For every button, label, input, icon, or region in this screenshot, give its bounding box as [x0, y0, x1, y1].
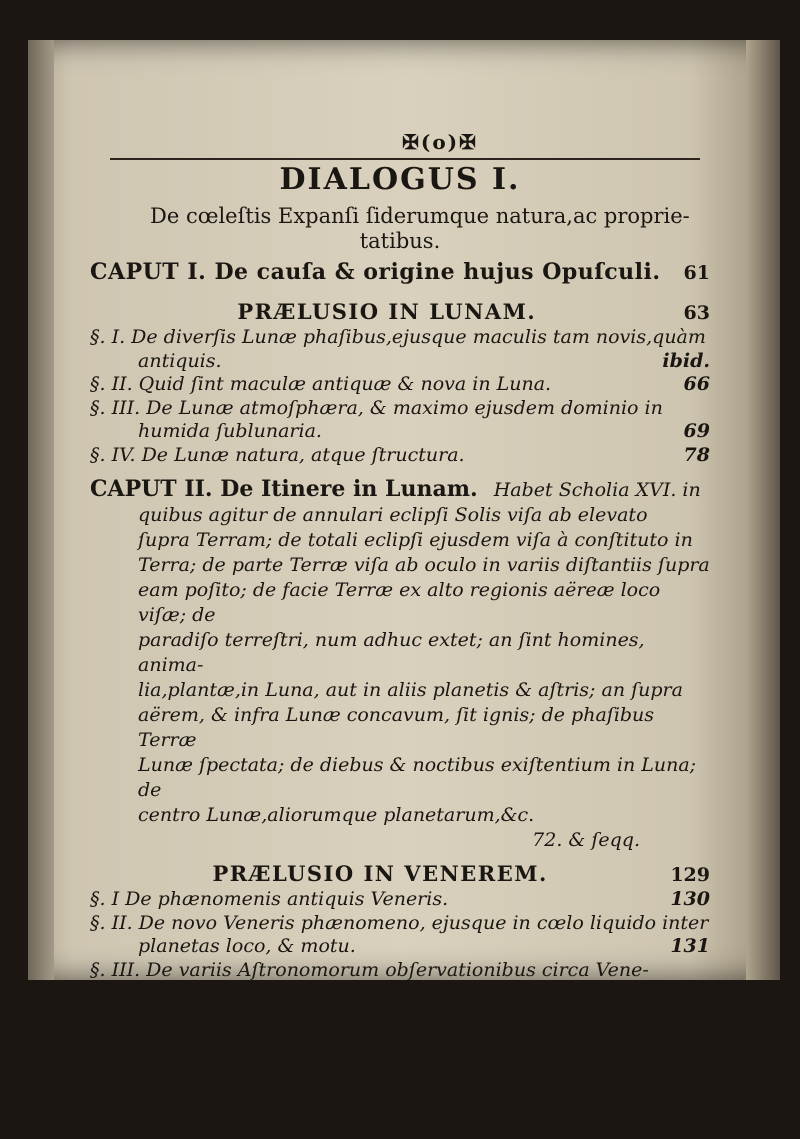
- section-luna-heading: [90, 293, 710, 326]
- luna-entry-page: 78: [683, 443, 710, 466]
- section-luna-list: [90, 326, 710, 467]
- dialogue-title: DIALOGUS I.: [279, 162, 521, 197]
- caput-2-line: aërem, & infra Lunæ concavum, ſit ignis; de phaſibus Terræ: [138, 704, 655, 751]
- caput-2-line: lia,plantæ,in Luna, aut in aliis planetis & aſtris; an ſupra: [138, 679, 683, 701]
- luna-entry-text: §. IV. De Lunæ natura, atque ſtructura.: [90, 443, 465, 466]
- signature-mark: )()(: [280, 1114, 318, 1139]
- text-block: [90, 130, 710, 1139]
- venus-entry-text: §. I De phænomenis antiquis Veneris.: [90, 888, 449, 910]
- luna-entry: [90, 420, 710, 444]
- section-venus-list: [90, 888, 710, 1053]
- caput-2-line: centro Lunæ,aliorumque planetarum,&c.: [138, 804, 535, 826]
- book-page: [28, 40, 780, 1139]
- venus-entry-text: §. III. De variis Aſtronomorum obſervationibus circa Vene-: [90, 958, 649, 981]
- luna-entry: [90, 373, 710, 397]
- venus-entry-page: 130: [670, 888, 710, 910]
- luna-entry-page: ibid.: [662, 349, 710, 372]
- section-luna-page: 63: [683, 302, 710, 324]
- venus-entry-page: 136: [670, 1005, 710, 1028]
- caput-2-heading: CAPUT II. De Itinere in Lunam.: [90, 476, 478, 502]
- luna-entry: [90, 397, 710, 421]
- section-venus-heading: [90, 855, 710, 888]
- venus-entry-text: §. V. De ſtructura & natura globi Veneris.: [90, 1029, 484, 1051]
- dialogue-intro: De cœleſtis Expanſi ſiderumque natura,ac proprie-: [150, 204, 690, 228]
- header-rule: [110, 158, 700, 160]
- dialogue-intro-cont: tatibus.: [359, 229, 441, 253]
- caput-3-paragraph: [90, 1061, 710, 1113]
- venus-entry: [90, 1006, 710, 1030]
- caput-3-heading: CAPUT III. De Itinere ex Luna in globum Veneris*. Ha-: [90, 1059, 593, 1112]
- section-venus-title: PRÆLUSIO IN VENEREM.: [212, 861, 548, 886]
- caput-1-heading: CAPUT I. De cauſa & origine hujus Opuſculi.: [90, 259, 661, 285]
- venus-entry: [90, 935, 710, 959]
- caput-2-paragraph: [90, 477, 710, 853]
- venus-entry-page: 138: [670, 1029, 710, 1051]
- venus-entry: [90, 982, 710, 1006]
- catchword: bet: [674, 1114, 710, 1139]
- page-edge: [746, 40, 780, 980]
- venus-entry: [90, 912, 710, 936]
- venus-entry-text: §. IV. Aliæ obſervationes,phænomena,& oſtenta Veneris.: [90, 1005, 629, 1028]
- luna-entry: [90, 350, 710, 374]
- caput-2-line: Habet Scholia XVI. in: [493, 479, 701, 501]
- footer: [90, 1115, 710, 1139]
- venus-entry: [90, 1029, 710, 1053]
- header-ornament: ✠(o)✠: [402, 130, 478, 154]
- caput-2-line: eam poſito; de facie Terræ ex alto regionis aëreæ loco viſæ; de: [138, 579, 661, 626]
- section-luna-title: PRÆLUSIO IN LUNAM.: [237, 299, 537, 324]
- caput-2-line: Terra; de parte Terræ viſa ab oculo in variis diſtantiis ſupra: [138, 554, 710, 576]
- caput-1-page: 61: [683, 262, 710, 284]
- caput-2-body: [90, 479, 710, 828]
- venus-entry-page: 131: [670, 935, 710, 957]
- caput-2-line: quibus agitur de annulari eclipſi Solis viſa ab elevato: [138, 504, 648, 526]
- luna-entry-text: §. II. Quid ſint maculæ antiquæ & nova in Luna.: [90, 373, 552, 395]
- venus-entry: [90, 888, 710, 912]
- venus-entry-text: rem.: [138, 982, 183, 1004]
- venus-entry-text: §. II. De novo Veneris phænomeno, ejusque in cœlo liquido inter: [90, 911, 709, 934]
- venus-entry-text: planetas loco, & motu.: [138, 935, 356, 957]
- luna-entry-text: §. I. De diverſis Lunæ phaſibus,ejusque maculis tam novis,quàm: [90, 326, 706, 348]
- caput-2-page: 72. & ſeqq.: [532, 829, 640, 851]
- luna-entry-text: humida ſublunaria.: [138, 420, 322, 442]
- caput-1: [90, 259, 710, 285]
- caput-2-line: ſupra Terram; de totali eclipſi ejusdem viſa à conſtituto in: [138, 529, 693, 551]
- binding-edge: [28, 40, 54, 980]
- luna-entry: [90, 444, 710, 468]
- luna-entry-text: §. III. De Lunæ atmoſphæra, & maximo ejusdem dominio in: [90, 396, 663, 419]
- caput-2-line: paradiſo terreſtri, num adhuc extet; an ſint homines, anima-: [138, 629, 645, 676]
- venus-entry: [90, 959, 710, 983]
- luna-entry: [90, 326, 710, 350]
- caput-2-line: Lunæ ſpectata; de diebus & noctibus exiſtentium in Luna; de: [138, 754, 697, 801]
- section-venus-page: 129: [670, 864, 710, 886]
- luna-entry-page: 69: [683, 420, 710, 442]
- venus-entry-page: 133: [670, 982, 710, 1004]
- luna-entry-page: 66: [683, 373, 710, 395]
- luna-entry-text: antiquis.: [138, 349, 222, 372]
